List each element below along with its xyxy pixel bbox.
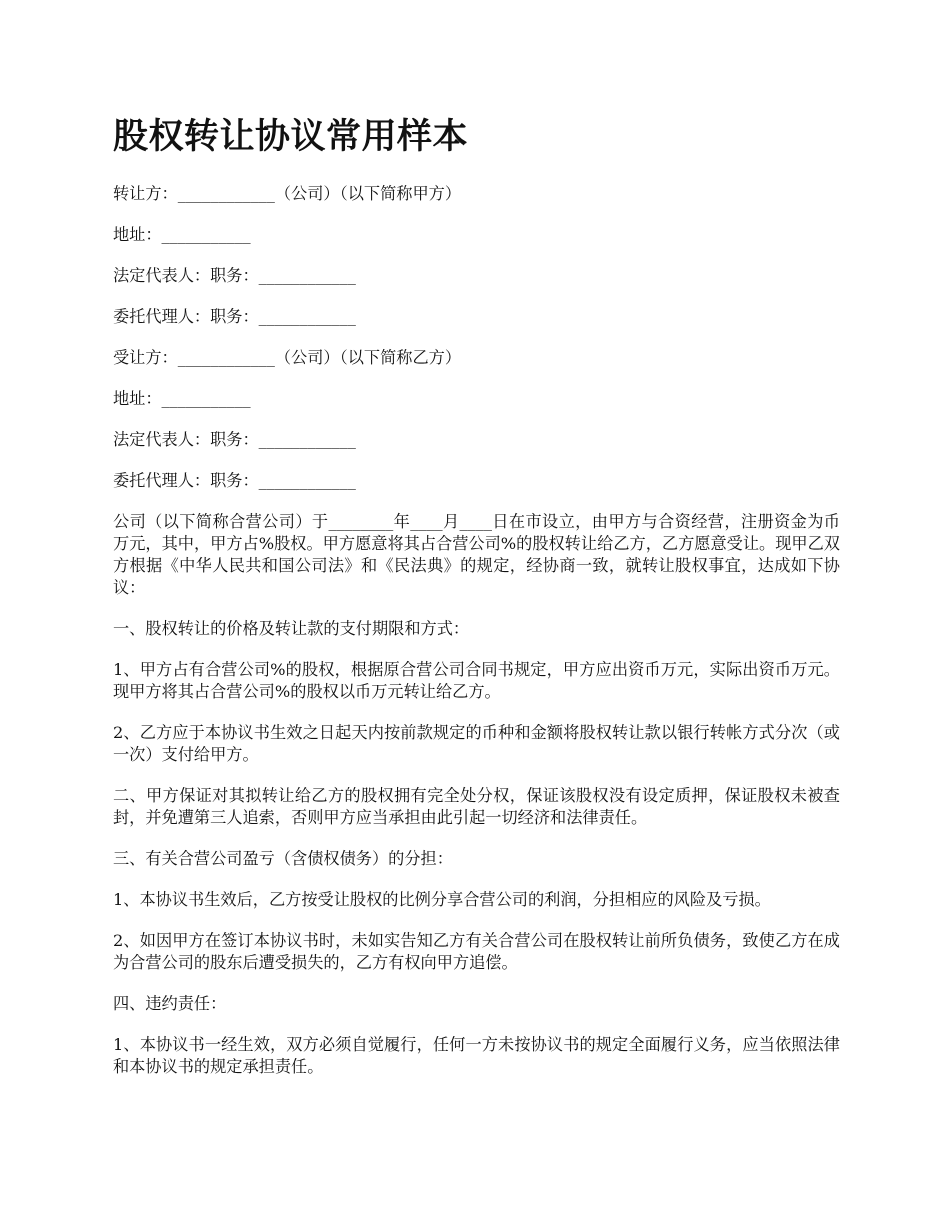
document-title: 股权转让协议常用样本: [113, 117, 469, 157]
clause-1-1: 1、甲方占有合营公司%的股权，根据原合营公司合同书规定，甲方应出资币万元，实际出资币万元。现甲方将其占合营公司%的股权以币万元转让给乙方。: [113, 660, 840, 701]
section-2-paragraph: 二、甲方保证对其拟转让给乙方的股权拥有完全处分权，保证该股权没有设定质押，保证股权未被查封，并免遭第三人追索，否则甲方应当承担由此引起一切经济和法律责任。: [113, 786, 840, 827]
transferor-agent-field: 委托代理人：职务：____________: [113, 307, 356, 326]
intro-paragraph: 公司（以下简称合营公司）于________年____月____日在市设立，由甲方与合资经营，注册资金为币万元，其中，甲方占%股权。甲方愿意将其占合营公司%的股权转让给乙方，乙方愿意受让。现甲乙双方根据《中华人民共和国公司法》和《民法典》的规定，经协商一致，就转让股权事宜，达成如下协议：: [113, 512, 840, 597]
transferor-field: 转让方：____________（公司）（以下简称甲方）: [113, 184, 462, 203]
section-heading-1: 一、股权转让的价格及转让款的支付期限和方式：: [113, 619, 470, 638]
transferee-legal-rep-field: 法定代表人：职务：____________: [113, 430, 356, 449]
transferee-field: 受让方：____________（公司）（以下简称乙方）: [113, 348, 462, 367]
clause-1-2: 2、乙方应于本协议书生效之日起天内按前款规定的币种和金额将股权转让款以银行转帐方式分次（或一次）支付给甲方。: [113, 723, 840, 764]
clause-3-2: 2、如因甲方在签订本协议书时，未如实告知乙方有关合营公司在股权转让前所负债务，致使乙方在成为合营公司的股东后遭受损失的，乙方有权向甲方追偿。: [113, 931, 840, 972]
section-heading-4: 四、违约责任：: [113, 994, 227, 1013]
section-heading-3: 三、有关合营公司盈亏（含债权债务）的分担：: [113, 849, 453, 868]
document-page: [113, 113, 840, 1097]
clause-3-1: 1、本协议书生效后，乙方按受让股权的比例分享合营公司的利润，分担相应的风险及亏损。: [113, 890, 771, 909]
clause-4-1: 1、本协议书一经生效，双方必须自觉履行，任何一方未按协议书的规定全面履行义务，应当依照法律和本协议书的规定承担责任。: [113, 1035, 840, 1076]
party-fields: [113, 183, 840, 492]
agreement-body: [113, 511, 840, 1078]
transferor-address-field: 地址：___________: [113, 225, 251, 244]
transferor-legal-rep-field: 法定代表人：职务：____________: [113, 266, 356, 285]
transferee-address-field: 地址：___________: [113, 389, 251, 408]
transferee-agent-field: 委托代理人：职务：____________: [113, 471, 356, 490]
